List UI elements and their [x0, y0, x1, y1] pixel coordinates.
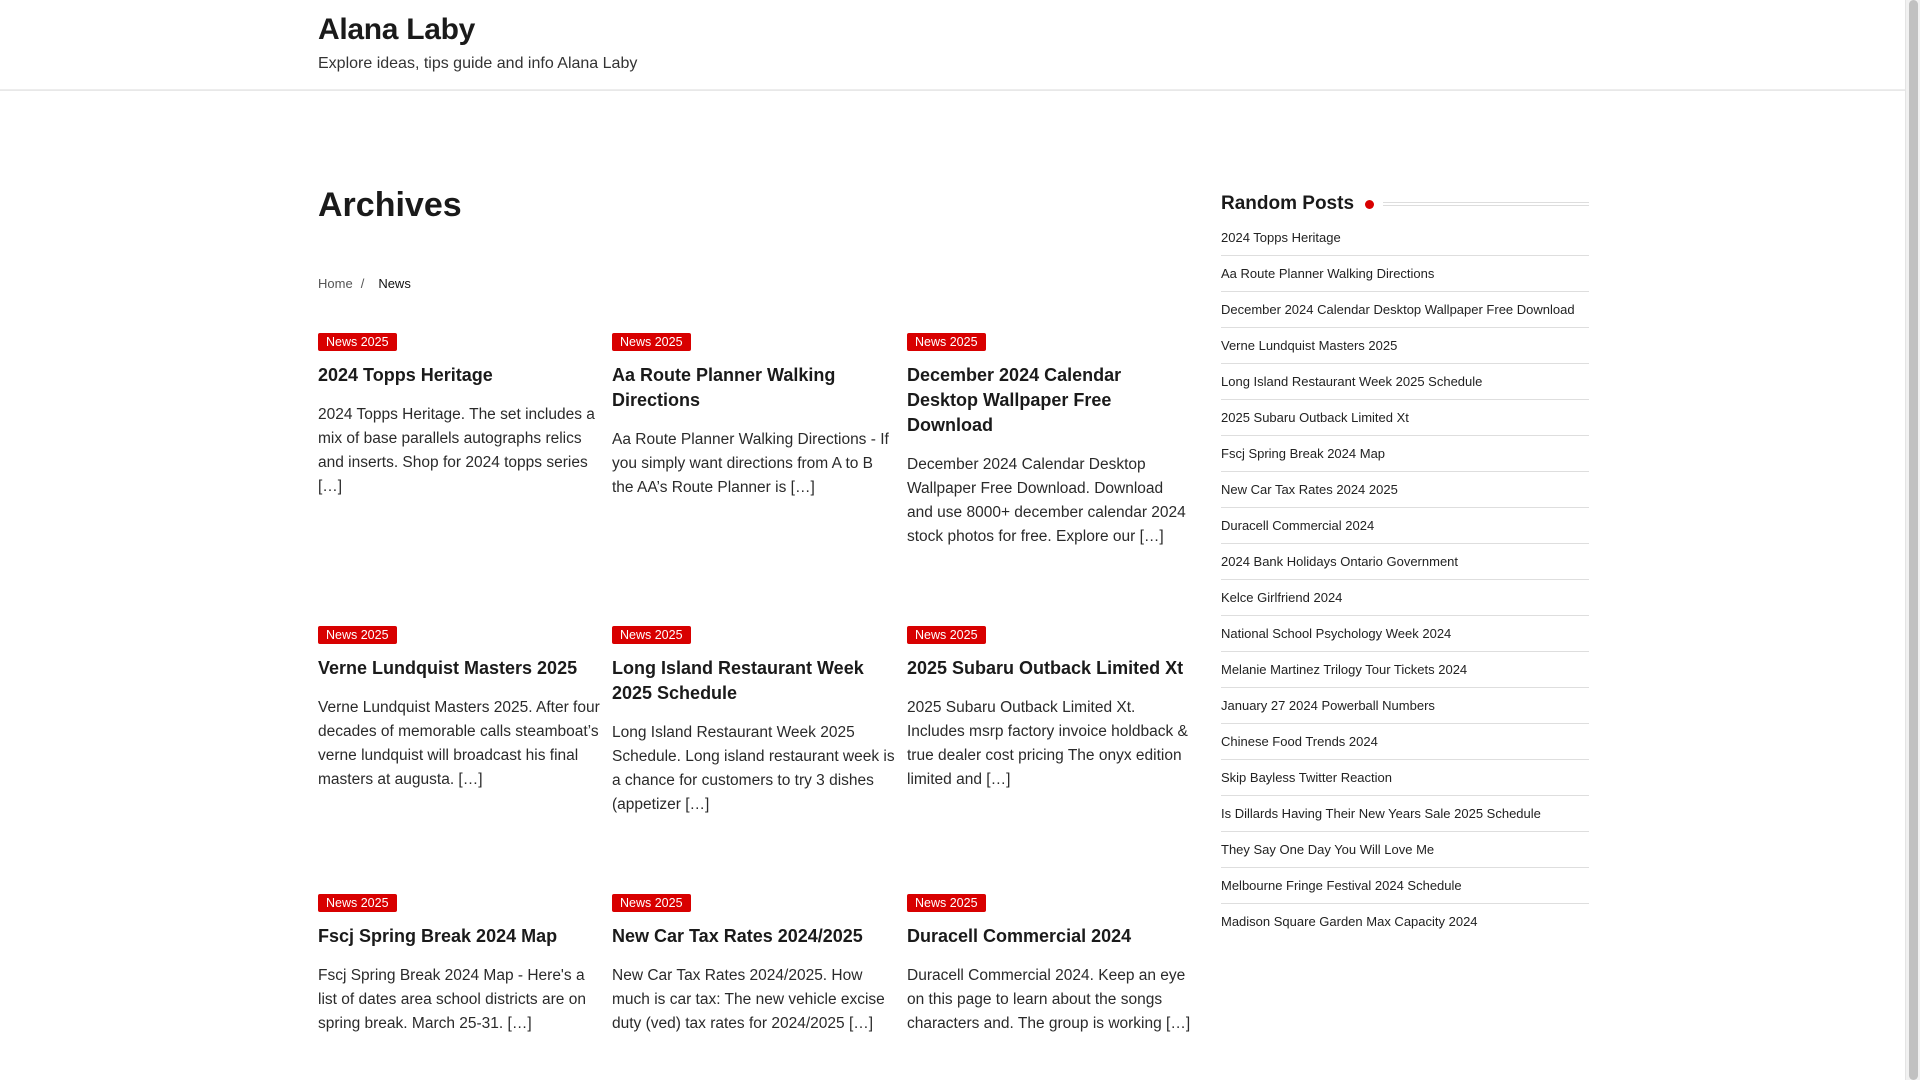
post-excerpt: 2025 Subaru Outback Limited Xt. Includes msrp factory invoice holdback & true dealer cost pricing The onyx edition limited and […]: [907, 699, 1188, 788]
post-card: [318, 333, 603, 499]
post-excerpt: Fscj Spring Break 2024 Map - Here's a list of dates area school districts are on spring break. March 25-31. […]: [318, 967, 586, 1032]
breadcrumb-separator: /: [360, 276, 365, 291]
random-post-link[interactable]: December 2024 Calendar Desktop Wallpaper Free Download: [1221, 292, 1589, 328]
post-card: [612, 626, 897, 817]
random-post-link[interactable]: Kelce Girlfriend 2024: [1221, 580, 1589, 616]
breadcrumb: [318, 276, 411, 291]
post-card: [907, 894, 1192, 1036]
post-card: [612, 333, 897, 500]
random-post-link[interactable]: National School Psychology Week 2024: [1221, 616, 1589, 652]
post-excerpt: December 2024 Calendar Desktop Wallpaper Free Download. Download and use 8000+ december calendar 2024 stock photos for free. Explore our […]: [907, 456, 1186, 545]
random-post-link[interactable]: Skip Bayless Twitter Reaction: [1221, 760, 1589, 796]
post-excerpt: Long Island Restaurant Week 2025 Schedule. Long island restaurant week is a chance for customers to try 3 dishes (appetizer […]: [612, 724, 895, 813]
post-title[interactable]: 2024 Topps Heritage: [318, 365, 493, 385]
category-badge[interactable]: News 2025: [318, 626, 397, 644]
post-card: [318, 626, 603, 792]
post-title[interactable]: Aa Route Planner Walking Directions: [612, 365, 836, 410]
post-excerpt: Duracell Commercial 2024. Keep an eye on this page to learn about the songs characters and. The group is working […]: [907, 967, 1191, 1032]
random-post-link[interactable]: Fscj Spring Break 2024 Map: [1221, 436, 1589, 472]
post-title[interactable]: New Car Tax Rates 2024/2025: [612, 926, 863, 946]
random-post-link[interactable]: Melanie Martinez Trilogy Tour Tickets 2024: [1221, 652, 1589, 688]
post-card: [318, 894, 603, 1036]
site-description: Explore ideas, tips guide and info Alana Laby: [318, 55, 638, 72]
site-title[interactable]: Alana Laby: [318, 13, 476, 46]
category-badge[interactable]: News 2025: [612, 894, 691, 912]
post-card: [907, 333, 1192, 549]
random-posts-widget-header: [1221, 190, 1589, 220]
random-post-link[interactable]: 2024 Topps Heritage: [1221, 220, 1589, 256]
post-title[interactable]: 2025 Subaru Outback Limited Xt: [907, 658, 1184, 678]
random-post-link[interactable]: 2024 Bank Holidays Ontario Government: [1221, 544, 1589, 580]
post-title[interactable]: Duracell Commercial 2024: [907, 926, 1132, 946]
category-badge[interactable]: News 2025: [318, 894, 397, 912]
random-post-link[interactable]: Chinese Food Trends 2024: [1221, 724, 1589, 760]
random-post-link[interactable]: Aa Route Planner Walking Directions: [1221, 256, 1589, 292]
post-title[interactable]: Fscj Spring Break 2024 Map: [318, 926, 558, 946]
post-excerpt: Verne Lundquist Masters 2025. After four decades of memorable calls steamboat’s verne lundquist will broadcast his final masters at augusta. […]: [318, 699, 600, 788]
random-post-link[interactable]: Duracell Commercial 2024: [1221, 508, 1589, 544]
red-dot-icon: [1365, 200, 1374, 209]
random-post-link[interactable]: 2025 Subaru Outback Limited Xt: [1221, 400, 1589, 436]
random-post-link[interactable]: New Car Tax Rates 2024 2025: [1221, 472, 1589, 508]
random-post-link[interactable]: Is Dillards Having Their New Years Sale 2025 Schedule: [1221, 796, 1589, 832]
page-title: Archives: [318, 186, 462, 224]
random-post-link[interactable]: They Say One Day You Will Love Me: [1221, 832, 1589, 868]
header-divider: [0, 89, 1905, 90]
post-excerpt: New Car Tax Rates 2024/2025. How much is car tax: The new vehicle excise duty (ved) tax rates for 2024/2025 […]: [612, 967, 885, 1032]
scrollbar-thumb[interactable]: [1909, 0, 1918, 1080]
breadcrumb-home-link[interactable]: Home: [318, 276, 353, 291]
post-card: [612, 894, 897, 1036]
sidebar: [1221, 190, 1589, 939]
random-post-link[interactable]: January 27 2024 Powerball Numbers: [1221, 688, 1589, 724]
breadcrumb-current: News: [378, 276, 411, 291]
vertical-scrollbar[interactable]: [1905, 0, 1920, 1080]
category-badge[interactable]: News 2025: [907, 626, 986, 644]
category-badge[interactable]: News 2025: [612, 626, 691, 644]
post-card: [907, 626, 1192, 792]
random-post-link[interactable]: Long Island Restaurant Week 2025 Schedule: [1221, 364, 1589, 400]
post-excerpt: Aa Route Planner Walking Directions - If you simply want directions from A to B the AA’s Route Planner is […]: [612, 431, 889, 496]
category-badge[interactable]: News 2025: [907, 333, 986, 351]
category-badge[interactable]: News 2025: [612, 333, 691, 351]
post-title[interactable]: December 2024 Calendar Desktop Wallpaper Free Download: [907, 365, 1122, 435]
post-excerpt: 2024 Topps Heritage. The set includes a mix of base parallels autographs relics and inserts. Shop for 2024 topps series […]: [318, 406, 595, 495]
category-badge[interactable]: News 2025: [907, 894, 986, 912]
post-title[interactable]: Verne Lundquist Masters 2025: [318, 658, 578, 678]
random-post-link[interactable]: Verne Lundquist Masters 2025: [1221, 328, 1589, 364]
post-title[interactable]: Long Island Restaurant Week 2025 Schedule: [612, 658, 864, 703]
random-posts-list: [1221, 220, 1589, 939]
random-post-link[interactable]: Melbourne Fringe Festival 2024 Schedule: [1221, 868, 1589, 904]
widget-title: Random Posts: [1221, 193, 1364, 215]
widget-title-rule: [1383, 202, 1589, 206]
category-badge[interactable]: News 2025: [318, 333, 397, 351]
site-header: [0, 0, 1905, 91]
random-post-link[interactable]: Madison Square Garden Max Capacity 2024: [1221, 914, 1478, 929]
